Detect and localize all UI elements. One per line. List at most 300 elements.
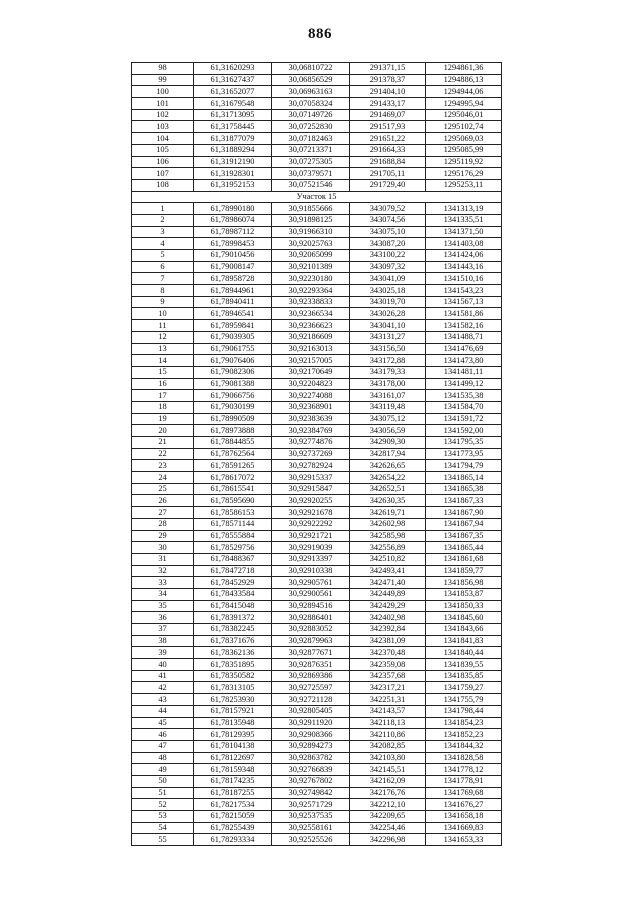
y-coordinate-cell: 1341499,12 <box>426 378 502 390</box>
table-row <box>132 518 502 530</box>
point-number-cell: 13 <box>132 343 194 355</box>
point-number-cell: 98 <box>132 63 194 75</box>
table-row <box>132 600 502 612</box>
x-coordinate-cell: 343172,88 <box>350 355 426 367</box>
point-number-cell: 23 <box>132 460 194 472</box>
latitude-cell: 61,78452929 <box>194 577 272 589</box>
longitude-cell: 30,92384769 <box>272 425 350 437</box>
latitude-cell: 61,78371676 <box>194 635 272 647</box>
latitude-cell: 61,78940411 <box>194 296 272 308</box>
x-coordinate-cell: 342162,09 <box>350 775 426 787</box>
longitude-cell: 30,92368901 <box>272 401 350 413</box>
point-number-cell: 99 <box>132 74 194 86</box>
longitude-cell: 30,92338833 <box>272 296 350 308</box>
longitude-cell: 30,92869386 <box>272 670 350 682</box>
y-coordinate-cell: 1341510,16 <box>426 273 502 285</box>
x-coordinate-cell: 342402,98 <box>350 612 426 624</box>
y-coordinate-cell: 1341865,38 <box>426 483 502 495</box>
table-row <box>132 799 502 811</box>
table-row <box>132 109 502 121</box>
longitude-cell: 30,92204823 <box>272 378 350 390</box>
point-number-cell: 20 <box>132 425 194 437</box>
longitude-cell: 30,92065099 <box>272 250 350 262</box>
table-row <box>132 74 502 86</box>
point-number-cell: 42 <box>132 682 194 694</box>
longitude-cell: 30,91855666 <box>272 203 350 215</box>
y-coordinate-cell: 1341658,18 <box>426 811 502 823</box>
x-coordinate-cell: 343075,10 <box>350 226 426 238</box>
point-number-cell: 11 <box>132 320 194 332</box>
longitude-cell: 30,92876351 <box>272 659 350 671</box>
longitude-cell: 30,92230180 <box>272 273 350 285</box>
x-coordinate-cell: 343025,18 <box>350 285 426 297</box>
longitude-cell: 30,92900561 <box>272 588 350 600</box>
coordinates-table <box>131 62 502 846</box>
table-row <box>132 682 502 694</box>
longitude-cell: 30,92766839 <box>272 764 350 776</box>
point-number-cell: 1 <box>132 203 194 215</box>
x-coordinate-cell: 291404,10 <box>350 86 426 98</box>
y-coordinate-cell: 1341581,86 <box>426 308 502 320</box>
table-row <box>132 238 502 250</box>
x-coordinate-cell: 343056,59 <box>350 425 426 437</box>
x-coordinate-cell: 342251,31 <box>350 694 426 706</box>
y-coordinate-cell: 1341567,13 <box>426 296 502 308</box>
y-coordinate-cell: 1341424,06 <box>426 250 502 262</box>
latitude-cell: 61,78135948 <box>194 717 272 729</box>
latitude-cell: 61,78987112 <box>194 226 272 238</box>
x-coordinate-cell: 343041,10 <box>350 320 426 332</box>
point-number-cell: 106 <box>132 156 194 168</box>
table-row <box>132 752 502 764</box>
point-number-cell: 107 <box>132 168 194 180</box>
y-coordinate-cell: 1341313,19 <box>426 203 502 215</box>
table-row <box>132 565 502 577</box>
longitude-cell: 30,92767802 <box>272 775 350 787</box>
x-coordinate-cell: 342118,13 <box>350 717 426 729</box>
point-number-cell: 6 <box>132 261 194 273</box>
table-row <box>132 507 502 519</box>
table-row <box>132 448 502 460</box>
latitude-cell: 61,79008147 <box>194 261 272 273</box>
x-coordinate-cell: 291371,15 <box>350 63 426 75</box>
latitude-cell: 61,79076406 <box>194 355 272 367</box>
longitude-cell: 30,92919039 <box>272 542 350 554</box>
table-row <box>132 355 502 367</box>
point-number-cell: 49 <box>132 764 194 776</box>
table-row <box>132 624 502 636</box>
longitude-cell: 30,92725597 <box>272 682 350 694</box>
latitude-cell: 61,78944961 <box>194 285 272 297</box>
longitude-cell: 30,92920255 <box>272 495 350 507</box>
table-row <box>132 98 502 110</box>
longitude-cell: 30,92915847 <box>272 483 350 495</box>
x-coordinate-cell: 342817,94 <box>350 448 426 460</box>
longitude-cell: 30,92922292 <box>272 518 350 530</box>
y-coordinate-cell: 1341778,12 <box>426 764 502 776</box>
latitude-cell: 61,78293334 <box>194 834 272 846</box>
x-coordinate-cell: 343156,50 <box>350 343 426 355</box>
latitude-cell: 61,31652077 <box>194 86 272 98</box>
longitude-cell: 30,92913397 <box>272 553 350 565</box>
latitude-cell: 61,78313105 <box>194 682 272 694</box>
latitude-cell: 61,78253930 <box>194 694 272 706</box>
y-coordinate-cell: 1341669,83 <box>426 822 502 834</box>
point-number-cell: 52 <box>132 799 194 811</box>
x-coordinate-cell: 343087,20 <box>350 238 426 250</box>
y-coordinate-cell: 1295102,74 <box>426 121 502 133</box>
point-number-cell: 48 <box>132 752 194 764</box>
x-coordinate-cell: 342510,82 <box>350 553 426 565</box>
y-coordinate-cell: 1341852,23 <box>426 729 502 741</box>
longitude-cell: 30,92749842 <box>272 787 350 799</box>
point-number-cell: 47 <box>132 740 194 752</box>
y-coordinate-cell: 1294944,06 <box>426 86 502 98</box>
point-number-cell: 9 <box>132 296 194 308</box>
x-coordinate-cell: 343100,22 <box>350 250 426 262</box>
point-number-cell: 24 <box>132 472 194 484</box>
table-row <box>132 705 502 717</box>
y-coordinate-cell: 1295069,03 <box>426 133 502 145</box>
longitude-cell: 30,92274088 <box>272 390 350 402</box>
point-number-cell: 53 <box>132 811 194 823</box>
point-number-cell: 108 <box>132 179 194 191</box>
y-coordinate-cell: 1341867,33 <box>426 495 502 507</box>
y-coordinate-cell: 1341476,69 <box>426 343 502 355</box>
point-number-cell: 10 <box>132 308 194 320</box>
y-coordinate-cell: 1341778,91 <box>426 775 502 787</box>
x-coordinate-cell: 343074,56 <box>350 214 426 226</box>
table-row <box>132 425 502 437</box>
y-coordinate-cell: 1341865,14 <box>426 472 502 484</box>
table-row <box>132 261 502 273</box>
latitude-cell: 61,78844855 <box>194 437 272 449</box>
longitude-cell: 30,92157005 <box>272 355 350 367</box>
y-coordinate-cell: 1341755,79 <box>426 694 502 706</box>
longitude-cell: 30,92101389 <box>272 261 350 273</box>
latitude-cell: 61,78946541 <box>194 308 272 320</box>
y-coordinate-cell: 1341676,27 <box>426 799 502 811</box>
table-row <box>132 764 502 776</box>
x-coordinate-cell: 291688,84 <box>350 156 426 168</box>
x-coordinate-cell: 343026,28 <box>350 308 426 320</box>
point-number-cell: 41 <box>132 670 194 682</box>
longitude-cell: 30,92558161 <box>272 822 350 834</box>
table-row <box>132 203 502 215</box>
x-coordinate-cell: 291651,22 <box>350 133 426 145</box>
table-row <box>132 729 502 741</box>
longitude-cell: 30,06810722 <box>272 63 350 75</box>
point-number-cell: 101 <box>132 98 194 110</box>
latitude-cell: 61,79082306 <box>194 366 272 378</box>
latitude-cell: 61,78159348 <box>194 764 272 776</box>
x-coordinate-cell: 342381,09 <box>350 635 426 647</box>
x-coordinate-cell: 343131,27 <box>350 331 426 343</box>
table-row <box>132 659 502 671</box>
latitude-cell: 61,31627437 <box>194 74 272 86</box>
y-coordinate-cell: 1295176,29 <box>426 168 502 180</box>
point-number-cell: 103 <box>132 121 194 133</box>
x-coordinate-cell: 291517,93 <box>350 121 426 133</box>
latitude-cell: 61,78174235 <box>194 775 272 787</box>
longitude-cell: 30,07275305 <box>272 156 350 168</box>
y-coordinate-cell: 1341443,16 <box>426 261 502 273</box>
x-coordinate-cell: 342493,41 <box>350 565 426 577</box>
x-coordinate-cell: 342082,85 <box>350 740 426 752</box>
latitude-cell: 61,79039305 <box>194 331 272 343</box>
latitude-cell: 61,78187255 <box>194 787 272 799</box>
point-number-cell: 38 <box>132 635 194 647</box>
longitude-cell: 30,92025763 <box>272 238 350 250</box>
longitude-cell: 30,92805405 <box>272 705 350 717</box>
x-coordinate-cell: 343178,00 <box>350 378 426 390</box>
x-coordinate-cell: 342254,46 <box>350 822 426 834</box>
point-number-cell: 31 <box>132 553 194 565</box>
longitude-cell: 30,92894273 <box>272 740 350 752</box>
table-row <box>132 343 502 355</box>
latitude-cell: 61,78122697 <box>194 752 272 764</box>
point-number-cell: 8 <box>132 285 194 297</box>
point-number-cell: 35 <box>132 600 194 612</box>
coordinates-rows-section-15 <box>132 203 502 846</box>
latitude-cell: 61,78104138 <box>194 740 272 752</box>
y-coordinate-cell: 1341845,60 <box>426 612 502 624</box>
table-row <box>132 296 502 308</box>
point-number-cell: 102 <box>132 109 194 121</box>
page-number: 886 <box>308 26 332 42</box>
latitude-cell: 61,78255439 <box>194 822 272 834</box>
longitude-cell: 30,92908366 <box>272 729 350 741</box>
x-coordinate-cell: 291378,37 <box>350 74 426 86</box>
y-coordinate-cell: 1341865,44 <box>426 542 502 554</box>
x-coordinate-cell: 342556,89 <box>350 542 426 554</box>
x-coordinate-cell: 343161,07 <box>350 390 426 402</box>
longitude-cell: 30,92905761 <box>272 577 350 589</box>
longitude-cell: 30,92879963 <box>272 635 350 647</box>
latitude-cell: 61,31889294 <box>194 144 272 156</box>
table-row <box>132 740 502 752</box>
y-coordinate-cell: 1295046,01 <box>426 109 502 121</box>
x-coordinate-cell: 342619,71 <box>350 507 426 519</box>
y-coordinate-cell: 1341839,55 <box>426 659 502 671</box>
table-row <box>132 63 502 75</box>
longitude-cell: 30,92863782 <box>272 752 350 764</box>
longitude-cell: 30,07252830 <box>272 121 350 133</box>
table-row <box>132 250 502 262</box>
y-coordinate-cell: 1341867,94 <box>426 518 502 530</box>
latitude-cell: 61,78415048 <box>194 600 272 612</box>
latitude-cell: 61,78595690 <box>194 495 272 507</box>
latitude-cell: 61,31713095 <box>194 109 272 121</box>
y-coordinate-cell: 1341535,38 <box>426 390 502 402</box>
y-coordinate-cell: 1341769,68 <box>426 787 502 799</box>
point-number-cell: 39 <box>132 647 194 659</box>
table-row <box>132 553 502 565</box>
point-number-cell: 2 <box>132 214 194 226</box>
latitude-cell: 61,78973888 <box>194 425 272 437</box>
table-row <box>132 437 502 449</box>
longitude-cell: 30,92921678 <box>272 507 350 519</box>
point-number-cell: 44 <box>132 705 194 717</box>
longitude-cell: 30,92186609 <box>272 331 350 343</box>
latitude-cell: 61,31877079 <box>194 133 272 145</box>
table-row <box>132 647 502 659</box>
latitude-cell: 61,31928301 <box>194 168 272 180</box>
table-row <box>132 366 502 378</box>
table-row <box>132 822 502 834</box>
longitude-cell: 30,92883052 <box>272 624 350 636</box>
y-coordinate-cell: 1341473,80 <box>426 355 502 367</box>
longitude-cell: 30,92366534 <box>272 308 350 320</box>
longitude-cell: 30,92293364 <box>272 285 350 297</box>
x-coordinate-cell: 342145,51 <box>350 764 426 776</box>
latitude-cell: 61,78217534 <box>194 799 272 811</box>
point-number-cell: 27 <box>132 507 194 519</box>
latitude-cell: 61,78129395 <box>194 729 272 741</box>
table-row <box>132 542 502 554</box>
y-coordinate-cell: 1341850,33 <box>426 600 502 612</box>
y-coordinate-cell: 1341653,33 <box>426 834 502 846</box>
latitude-cell: 61,78472718 <box>194 565 272 577</box>
point-number-cell: 51 <box>132 787 194 799</box>
latitude-cell: 61,78529756 <box>194 542 272 554</box>
x-coordinate-cell: 342652,51 <box>350 483 426 495</box>
table-row <box>132 635 502 647</box>
y-coordinate-cell: 1294861,36 <box>426 63 502 75</box>
longitude-cell: 30,92877671 <box>272 647 350 659</box>
table-row <box>132 495 502 507</box>
x-coordinate-cell: 342359,08 <box>350 659 426 671</box>
y-coordinate-cell: 1294886,13 <box>426 74 502 86</box>
table-row <box>132 226 502 238</box>
table-row <box>132 331 502 343</box>
latitude-cell: 61,79010456 <box>194 250 272 262</box>
longitude-cell: 30,91966310 <box>272 226 350 238</box>
longitude-cell: 30,92921721 <box>272 530 350 542</box>
latitude-cell: 61,31679548 <box>194 98 272 110</box>
longitude-cell: 30,91898125 <box>272 214 350 226</box>
x-coordinate-cell: 291705,11 <box>350 168 426 180</box>
y-coordinate-cell: 1341840,44 <box>426 647 502 659</box>
longitude-cell: 30,07182463 <box>272 133 350 145</box>
point-number-cell: 43 <box>132 694 194 706</box>
point-number-cell: 37 <box>132 624 194 636</box>
point-number-cell: 105 <box>132 144 194 156</box>
latitude-cell: 61,31912190 <box>194 156 272 168</box>
point-number-cell: 45 <box>132 717 194 729</box>
latitude-cell: 61,79066756 <box>194 390 272 402</box>
longitude-cell: 30,07379571 <box>272 168 350 180</box>
latitude-cell: 61,79061755 <box>194 343 272 355</box>
x-coordinate-cell: 343097,32 <box>350 261 426 273</box>
x-coordinate-cell: 343119,48 <box>350 401 426 413</box>
y-coordinate-cell: 1294995,94 <box>426 98 502 110</box>
longitude-cell: 30,92915337 <box>272 472 350 484</box>
x-coordinate-cell: 343179,33 <box>350 366 426 378</box>
x-coordinate-cell: 342110,86 <box>350 729 426 741</box>
table-row <box>132 694 502 706</box>
y-coordinate-cell: 1341859,77 <box>426 565 502 577</box>
latitude-cell: 61,78586153 <box>194 507 272 519</box>
longitude-cell: 30,92525526 <box>272 834 350 846</box>
longitude-cell: 30,92894516 <box>272 600 350 612</box>
point-number-cell: 29 <box>132 530 194 542</box>
table-row <box>132 214 502 226</box>
y-coordinate-cell: 1295119,92 <box>426 156 502 168</box>
table-row <box>132 811 502 823</box>
section-row <box>132 191 502 203</box>
y-coordinate-cell: 1341759,27 <box>426 682 502 694</box>
latitude-cell: 61,78391372 <box>194 612 272 624</box>
y-coordinate-cell: 1341835,85 <box>426 670 502 682</box>
x-coordinate-cell: 291469,07 <box>350 109 426 121</box>
x-coordinate-cell: 342370,48 <box>350 647 426 659</box>
x-coordinate-cell: 342176,76 <box>350 787 426 799</box>
x-coordinate-cell: 342357,68 <box>350 670 426 682</box>
latitude-cell: 61,78571144 <box>194 518 272 530</box>
point-number-cell: 26 <box>132 495 194 507</box>
x-coordinate-cell: 342143,57 <box>350 705 426 717</box>
latitude-cell: 61,78350582 <box>194 670 272 682</box>
longitude-cell: 30,92911920 <box>272 717 350 729</box>
y-coordinate-cell: 1341844,32 <box>426 740 502 752</box>
x-coordinate-cell: 342654,22 <box>350 472 426 484</box>
latitude-cell: 61,78617072 <box>194 472 272 484</box>
x-coordinate-cell: 342103,80 <box>350 752 426 764</box>
point-number-cell: 22 <box>132 448 194 460</box>
x-coordinate-cell: 342209,65 <box>350 811 426 823</box>
table-row <box>132 717 502 729</box>
latitude-cell: 61,78362136 <box>194 647 272 659</box>
latitude-cell: 61,78382245 <box>194 624 272 636</box>
longitude-cell: 30,92910338 <box>272 565 350 577</box>
longitude-cell: 30,07521546 <box>272 179 350 191</box>
y-coordinate-cell: 1341841,83 <box>426 635 502 647</box>
latitude-cell: 61,78215059 <box>194 811 272 823</box>
y-coordinate-cell: 1341861,68 <box>426 553 502 565</box>
x-coordinate-cell: 342212,10 <box>350 799 426 811</box>
y-coordinate-cell: 1341371,50 <box>426 226 502 238</box>
longitude-cell: 30,07213371 <box>272 144 350 156</box>
point-number-cell: 3 <box>132 226 194 238</box>
point-number-cell: 30 <box>132 542 194 554</box>
x-coordinate-cell: 342429,29 <box>350 600 426 612</box>
y-coordinate-cell: 1341853,87 <box>426 588 502 600</box>
table-row <box>132 577 502 589</box>
latitude-cell: 61,78986074 <box>194 214 272 226</box>
table-row <box>132 121 502 133</box>
point-number-cell: 34 <box>132 588 194 600</box>
table-row <box>132 612 502 624</box>
latitude-cell: 61,78959841 <box>194 320 272 332</box>
y-coordinate-cell: 1341543,23 <box>426 285 502 297</box>
point-number-cell: 46 <box>132 729 194 741</box>
y-coordinate-cell: 1341403,08 <box>426 238 502 250</box>
table-row <box>132 588 502 600</box>
table-row <box>132 144 502 156</box>
point-number-cell: 14 <box>132 355 194 367</box>
y-coordinate-cell: 1341592,00 <box>426 425 502 437</box>
point-number-cell: 100 <box>132 86 194 98</box>
longitude-cell: 30,92366623 <box>272 320 350 332</box>
table-row <box>132 401 502 413</box>
longitude-cell: 30,92537535 <box>272 811 350 823</box>
point-number-cell: 4 <box>132 238 194 250</box>
y-coordinate-cell: 1295253,11 <box>426 179 502 191</box>
point-number-cell: 18 <box>132 401 194 413</box>
y-coordinate-cell: 1341488,71 <box>426 331 502 343</box>
table-row <box>132 775 502 787</box>
